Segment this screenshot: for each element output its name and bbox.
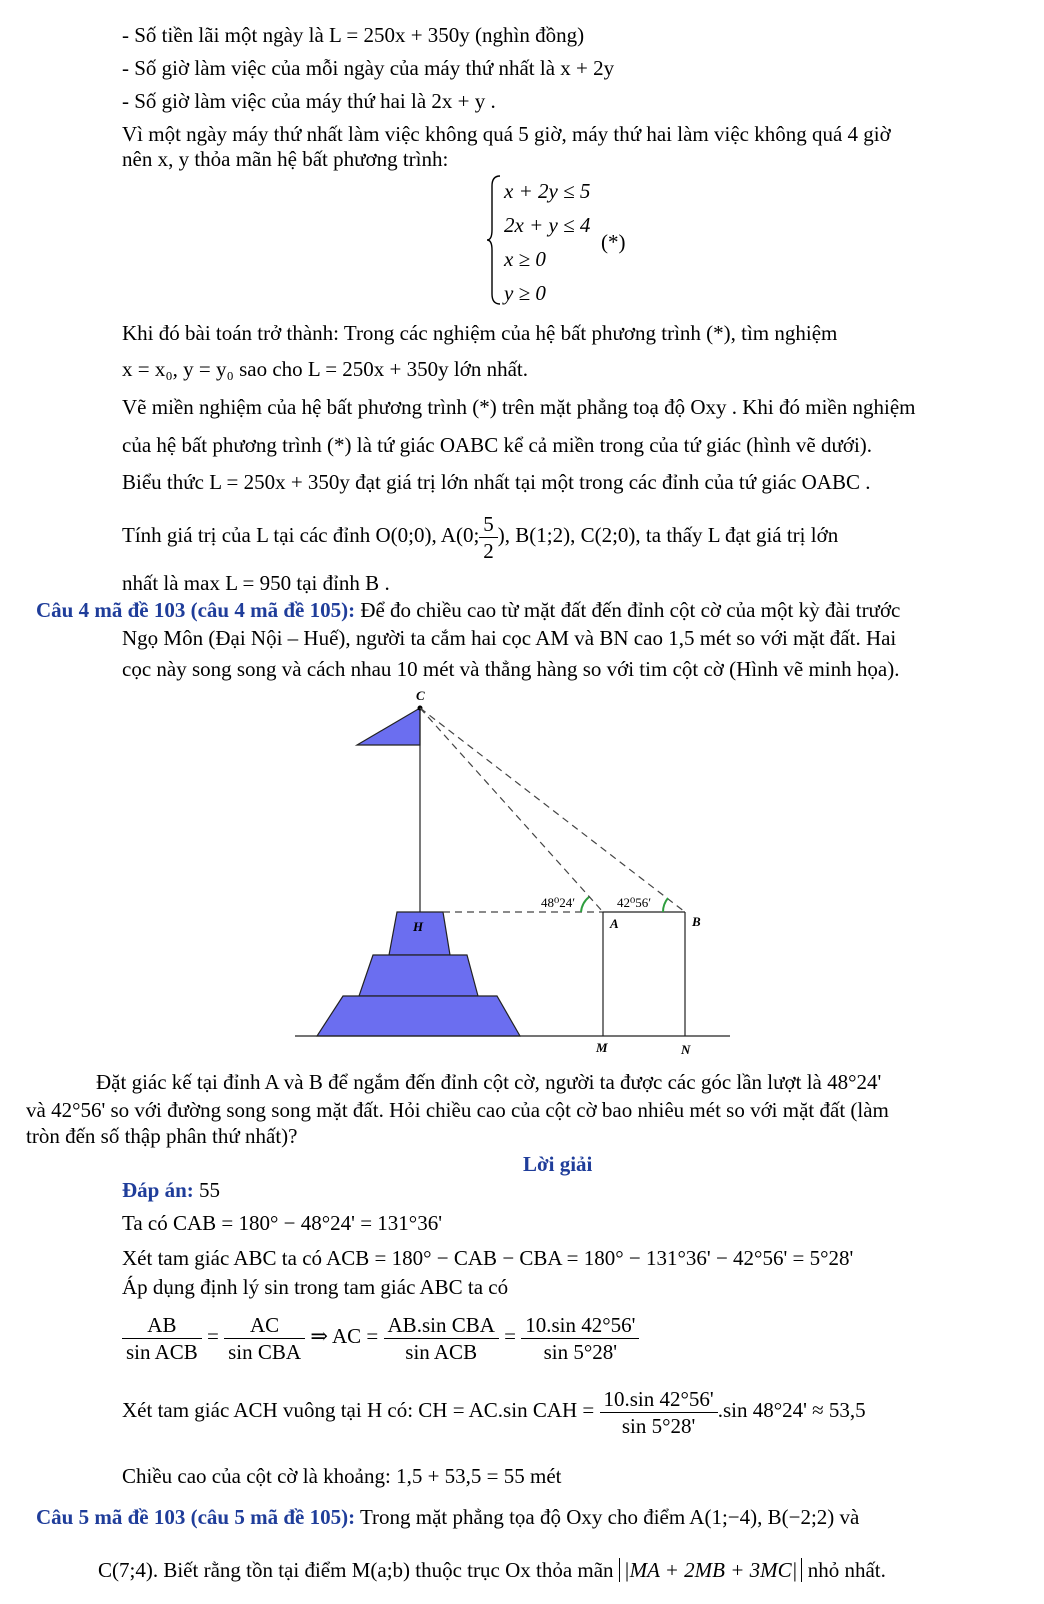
ch-formula-pre: Xét tam giác ACH vuông tại H có: CH = AC.sin CAH = — [122, 1398, 595, 1422]
frac-num: AB — [122, 1312, 202, 1339]
fraction-ac-expr — [384, 1312, 499, 1365]
frac-num: 10.sin 42°56' — [521, 1312, 639, 1339]
frac-num: 10.sin 42°56' — [600, 1386, 718, 1413]
sightline-a — [420, 708, 603, 912]
solution-line-1: Ta có CAB = 180° − 48°24' = 131°36' — [122, 1211, 442, 1235]
intro-line-4: Vì một ngày máy thứ nhất làm việc không quá 5 giờ, máy thứ hai làm việc không quá 4 giờ — [122, 122, 891, 146]
label-n: N — [681, 1042, 691, 1057]
body-line-1: Khi đó bài toán trở thành: Trong các nghiệm của hệ bất phương trình (*), tìm nghiệm — [122, 321, 838, 345]
system-tag: (*) — [601, 230, 626, 254]
frac-den: sin 5°28' — [543, 1339, 618, 1364]
intro-line-3: - Số giờ làm việc của máy thứ hai là 2x + y . — [122, 89, 496, 113]
frac-num: AB.sin CBA — [384, 1312, 499, 1339]
angle-arc-b — [663, 898, 668, 912]
label-h: H — [413, 919, 424, 934]
sine-rule-formula: $\frac{AB}{\text{sin ACB}}$ = $\frac{AC}{\text{sin CBA}}$ ⇒ AC = $\frac{\text{AB.sin CBA}}{\text{sin ACB}}$ = $\frac{10.\sin 42^\circ 56'}{\sin 5^\circ 28'}$ — [122, 1306, 639, 1366]
fraction-den: 2 — [483, 538, 494, 563]
q4-line-2: Ngọ Môn (Đại Nội – Huế), người ta cắm hai cọc AM và BN cao 1,5 mét so với mặt đất. Hai — [122, 626, 897, 650]
answer-line — [122, 1177, 220, 1203]
body-line-2: x = x₀, y = y₀ sao cho L = 250x + 350y lớn nhất. — [122, 357, 528, 381]
q5-line-2 — [98, 1557, 886, 1583]
answer-value: 55 — [199, 1178, 221, 1202]
system-row-2: 2x + y ≤ 4 — [504, 213, 591, 237]
system-row-3: x ≥ 0 — [504, 247, 546, 271]
q4-line-6: tròn đến số thập phân thứ nhất)? — [26, 1124, 298, 1148]
q5-line-1 — [36, 1504, 859, 1530]
intro-line-2: - Số giờ làm việc của mỗi ngày của máy thứ nhất là x + 2y — [122, 56, 615, 80]
fraction-ac-value — [521, 1312, 639, 1365]
fraction-ac — [224, 1312, 305, 1365]
fraction-ab — [122, 1312, 202, 1365]
ch-formula-post: .sin 48°24' ≈ 53,5 — [717, 1398, 866, 1422]
vertices-text: Tính giá trị của L tại các đỉnh O(0;0), A(0; — [122, 523, 480, 547]
intro-line-5: nên x, y thỏa mãn hệ bất phương trình: — [122, 147, 449, 171]
frac-den: sin 5°28' — [621, 1413, 696, 1438]
solution-line-5 — [122, 1380, 866, 1440]
frac-den: sin ACB — [405, 1339, 478, 1364]
vector-expression: |MA + 2MB + 3MC| — [619, 1558, 803, 1582]
q4-line-1 — [36, 597, 900, 623]
q5-text-1: Trong mặt phẳng tọa độ Oxy cho điểm A(1;−4), B(−2;2) và — [359, 1505, 860, 1529]
system-row-4: y ≥ 0 — [504, 281, 546, 305]
body-line-6 — [122, 508, 838, 564]
frac-den: sin ACB — [126, 1339, 198, 1364]
q5-text-2: C(7;4). Biết rằng tồn tại điểm M(a;b) thuộc trục Ox thỏa mãn — [98, 1558, 614, 1582]
sightline-b — [420, 708, 685, 912]
angle-label-a: 48⁰24′ — [541, 895, 576, 910]
system-row-1: x + 2y ≤ 5 — [504, 179, 591, 203]
angle-arc-a — [581, 897, 589, 912]
label-b: B — [692, 914, 701, 929]
solution-title: Lời giải — [523, 1152, 593, 1176]
solution-line-6: Chiều cao của cột cờ là khoảng: 1,5 + 53,5 = 55 mét — [122, 1464, 562, 1488]
answer-label: Đáp án: — [122, 1178, 194, 1202]
q4-line-5: và 42°56' so với đường song song mặt đất. Hỏi chiều cao của cột cờ bao nhiêu mét so với mặt đất (làm — [26, 1098, 889, 1122]
label-a: A — [610, 916, 619, 931]
solution-line-2: Xét tam giác ABC ta có ACB = 180° − CAB − CBA = 180° − 131°36' − 42°56' = 5°28' — [122, 1246, 854, 1270]
frac-num: AC — [224, 1312, 305, 1339]
fraction-num: 5 — [479, 511, 498, 538]
q4-line-3: cọc này song song và cách nhau 10 mét và thẳng hàng so với tim cột cờ (Hình vẽ minh họa). — [122, 657, 900, 681]
angle-label-b: 42⁰56′ — [617, 895, 652, 910]
body-line-4: của hệ bất phương trình (*) là tứ giác OABC kể cả miền trong của tứ giác (hình vẽ dưới). — [122, 433, 873, 457]
solution-line-3: Áp dụng định lý sin trong tam giác ABC ta có — [122, 1275, 509, 1299]
implies-text: ⇒ AC = — [310, 1324, 379, 1348]
q5-text-3: nhỏ nhất. — [807, 1558, 886, 1582]
q5-label: Câu 5 mã đề 103 (câu 5 mã đề 105): — [36, 1505, 356, 1529]
q4-text-1: Để đo chiều cao từ mặt đất đến đỉnh cột cờ của một kỳ đài trước — [360, 598, 901, 622]
fraction-ch — [600, 1386, 718, 1439]
q4-line-4: Đặt giác kế tại đỉnh A và B để ngắm đến đỉnh cột cờ, người ta được các góc lần lượt là 48°24' — [96, 1070, 882, 1094]
q4-label: Câu 4 mã đề 103 (câu 4 mã đề 105): — [36, 598, 356, 622]
body-line-5: Biểu thức L = 250x + 350y đạt giá trị lớn nhất tại một trong các đỉnh của tứ giác OABC . — [122, 470, 871, 494]
intro-line-1: - Số tiền lãi một ngày là L = 250x + 350y (nghìn đồng) — [122, 23, 585, 47]
curly-brace — [486, 174, 502, 306]
vertices-text-end: ), B(1;2), C(2;0), ta thấy L đạt giá trị lớn — [497, 523, 839, 547]
label-c: C — [416, 688, 425, 703]
fraction-5-2 — [479, 511, 498, 564]
flagpole-figure — [280, 684, 740, 1064]
label-m: M — [596, 1040, 608, 1055]
body-line-7: nhất là max L = 950 tại đỉnh B . — [122, 571, 390, 595]
body-line-3: Vẽ miền nghiệm của hệ bất phương trình (*) trên mặt phẳng toạ độ Oxy . Khi đó miền nghiệm — [122, 395, 916, 419]
frac-den: sin CBA — [228, 1339, 302, 1364]
flag-icon — [357, 708, 420, 745]
